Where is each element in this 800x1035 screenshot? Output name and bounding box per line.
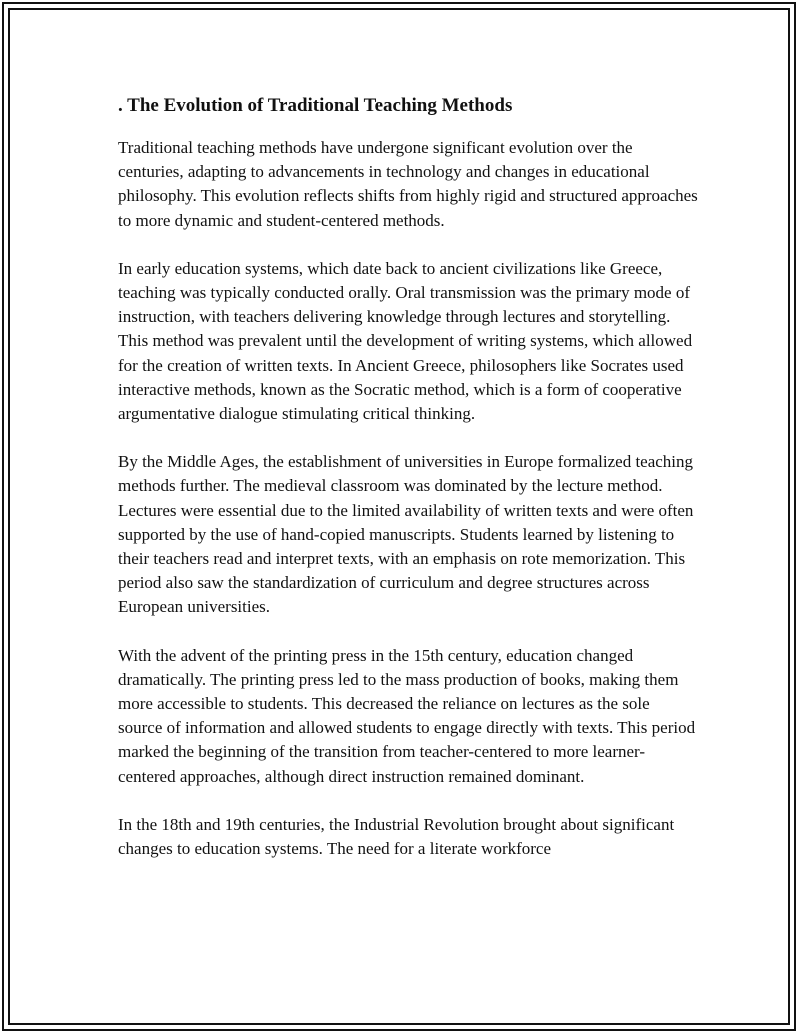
paragraph-industrial-revolution: In the 18th and 19th centuries, the Industrial Revolution brought about significant changes to education systems. The need for a literate workforce: [118, 814, 675, 859]
paragraph-printing-press: With the advent of the printing press in the 15th century, education changed dramatically. The printing press led to the mass production of books, making them more accessible to students. This decreased the reliance on lectures as the sole source of information and allowed students to engage directly with texts. This period marked the beginning of the transition from teacher-centered to more learner-centered approaches, although direct instruction remained dominant.: [118, 645, 696, 786]
document-body: [118, 92, 698, 885]
paragraph-intro: Traditional teaching methods have undergone significant evolution over the centuries, adapting to advancements in technology and changes in educational philosophy. This evolution reflects shifts from highly rigid and structured approaches to more dynamic and student-centered methods.: [118, 138, 698, 230]
paragraph-middle-ages: By the Middle Ages, the establishment of universities in Europe formalized teaching methods further. The medieval classroom was dominated by the lecture method. Lectures were essential due to the limited availability of written texts and were often supported by the use of hand-copied manuscripts. Students learned by listening to their teachers read and interpret texts, with an emphasis on rote memorization. This period also saw the standardization of curriculum and degree structures across European universities.: [118, 452, 694, 617]
paragraph-early-education: In early education systems, which date back to ancient civilizations like Greece, teaching was typically conducted orally. Oral transmission was the primary mode of instruction, with teachers delivering knowledge through lectures and storytelling. This method was prevalent until the development of writing systems, which allowed for the creation of written texts. In Ancient Greece, philosophers like Socrates used interactive methods, known as the Socratic method, which is a form of cooperative argumentative dialogue stimulating critical thinking.: [118, 258, 693, 424]
section-heading: . The Evolution of Traditional Teaching Methods: [118, 95, 513, 116]
